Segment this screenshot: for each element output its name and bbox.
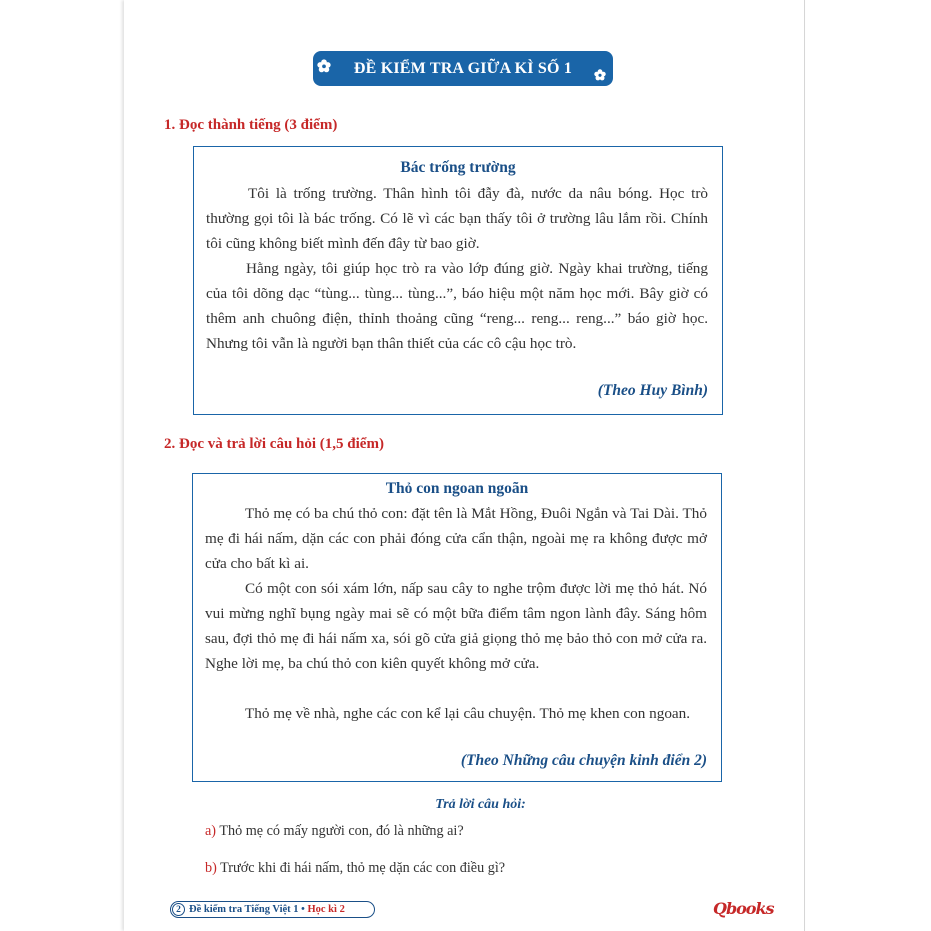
passage-paragraph: Hằng ngày, tôi giúp học trò ra vào lớp đúng giờ. Ngày khai trường, tiếng của tôi dõng dạc “tùng... tùng... tùng...”, báo hiệu một năm học mới. Bây giờ có thêm anh chuông điện, thỉnh thoảng cũng “reng... reng... reng...” báo giờ học. Nhưng tôi vẫn là người bạn thân thiết của các cô cậu học trò. xyxy=(206,260,708,352)
passage-title: Bác trống trường xyxy=(400,159,516,176)
passage-title: Thỏ con ngoan ngoãn xyxy=(385,480,529,497)
passage-paragraph: Có một con sói xám lớn, nấp sau cây to nghe trộm được lời mẹ thỏ hát. Nó vui mừng nghĩ bụng ngày mai sẽ có một bữa điểm tâm ngon lành đây. Sáng hôm sau, đợi thỏ mẹ đi hái nấm xa, sói gõ cửa giả giọng thỏ mẹ bảo thỏ con mở cửa ra. Nghe lời mẹ, ba chú thỏ con kiên quyết không mở cửa. xyxy=(205,580,707,672)
document-page xyxy=(124,0,805,931)
passage-paragraph: Thỏ mẹ có ba chú thỏ con: đặt tên là Mắt Hồng, Đuôi Ngắn và Tai Dài. Thỏ mẹ đi hái nấm, dặn các con phải đóng cửa cẩn thận, ngoài mẹ ra không được mở cửa cho bất kì ai. xyxy=(205,505,707,572)
section-2-heading: 2. Đọc và trả lời câu hỏi (1,5 điểm) xyxy=(164,436,384,452)
passage-credit: (Theo Những câu chuyện kinh điển 2) xyxy=(460,752,707,769)
background-margin xyxy=(0,0,124,931)
question-letter: a) xyxy=(205,823,217,839)
passage-paragraph: Tôi là trống trường. Thân hình tôi đẫy đà, nước da nâu bóng. Học trò thường gọi tôi là bác trống. Có lẽ vì các bạn thấy tôi ở trường lâu lắm rồi. Chính tôi cũng không biết mình đến đây từ bao giờ. xyxy=(206,185,708,252)
footer-semester: Học kì 2 xyxy=(307,904,345,915)
question-item xyxy=(205,860,505,877)
question-item xyxy=(205,823,464,840)
publisher-logo xyxy=(713,896,773,922)
flower-icon xyxy=(594,69,606,81)
passage-paragraph: Thỏ mẹ về nhà, nghe các con kể lại câu chuyện. Thỏ mẹ khen con ngoan. xyxy=(245,705,691,722)
exam-title: ĐỀ KIỂM TRA GIỮA KÌ SỐ 1 xyxy=(353,59,573,77)
exam-title-banner xyxy=(313,51,613,86)
section-1-heading: 1. Đọc thành tiếng (3 điểm) xyxy=(164,117,338,133)
footer-book-label xyxy=(170,901,375,918)
question-text: Thỏ mẹ có mấy người con, đó là những ai? xyxy=(219,823,464,839)
question-letter: b) xyxy=(205,860,217,876)
flower-icon xyxy=(317,59,331,73)
reading-passage-box xyxy=(192,473,722,782)
reading-passage-box xyxy=(193,146,723,415)
page-number: 2 xyxy=(172,903,185,916)
logo-text: Qbooks xyxy=(713,899,774,918)
question-text: Trước khi đi hái nấm, thỏ mẹ dặn các con điều gì? xyxy=(220,860,506,876)
passage-credit: (Theo Huy Bình) xyxy=(597,382,708,399)
answer-heading: Trả lời câu hỏi: xyxy=(435,797,526,812)
footer-book-title: Đề kiểm tra Tiếng Việt 1 • xyxy=(189,904,305,915)
